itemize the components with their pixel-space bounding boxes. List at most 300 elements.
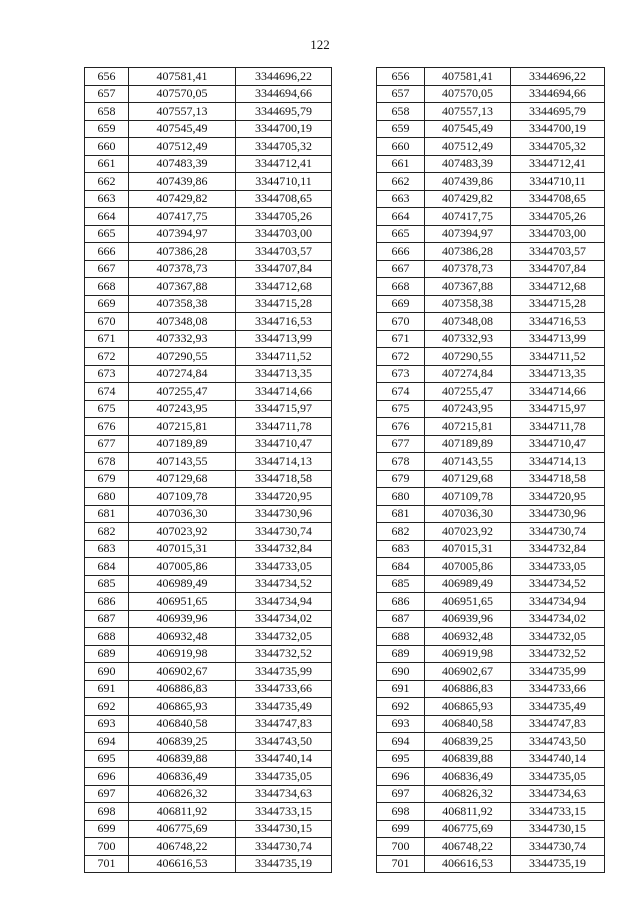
table-row xyxy=(377,208,605,226)
y-coordinate-cell: 3344735,05 xyxy=(236,768,332,786)
table-row xyxy=(85,558,332,576)
x-coordinate-cell: 407439,86 xyxy=(425,173,511,191)
x-coordinate-cell: 407378,73 xyxy=(425,260,511,278)
x-coordinate-cell: 407483,39 xyxy=(129,155,236,173)
table-row xyxy=(85,313,332,331)
point-number-cell: 667 xyxy=(85,260,129,278)
x-coordinate-cell: 406616,53 xyxy=(129,855,236,873)
table-row xyxy=(377,855,605,873)
x-coordinate-cell: 406616,53 xyxy=(425,855,511,873)
table-row xyxy=(377,68,605,86)
y-coordinate-cell: 3344711,78 xyxy=(236,418,332,436)
point-number-cell: 664 xyxy=(377,208,425,226)
x-coordinate-cell: 407215,81 xyxy=(425,418,511,436)
point-number-cell: 663 xyxy=(85,190,129,208)
point-number-cell: 687 xyxy=(377,610,425,628)
y-coordinate-cell: 3344716,53 xyxy=(236,313,332,331)
x-coordinate-cell: 406902,67 xyxy=(129,663,236,681)
table-row xyxy=(377,838,605,856)
x-coordinate-cell: 407570,05 xyxy=(425,85,511,103)
x-coordinate-cell: 406836,49 xyxy=(425,768,511,786)
y-coordinate-cell: 3344705,26 xyxy=(511,208,605,226)
y-coordinate-cell: 3344735,19 xyxy=(511,855,605,873)
table-row xyxy=(85,278,332,296)
point-number-cell: 691 xyxy=(377,680,425,698)
table-row xyxy=(377,663,605,681)
y-coordinate-cell: 3344711,52 xyxy=(236,348,332,366)
point-number-cell: 680 xyxy=(377,488,425,506)
point-number-cell: 683 xyxy=(85,540,129,558)
point-number-cell: 690 xyxy=(85,663,129,681)
point-number-cell: 673 xyxy=(377,365,425,383)
y-coordinate-cell: 3344707,84 xyxy=(511,260,605,278)
x-coordinate-cell: 406919,98 xyxy=(129,645,236,663)
point-number-cell: 675 xyxy=(85,400,129,418)
x-coordinate-cell: 407570,05 xyxy=(129,85,236,103)
y-coordinate-cell: 3344694,66 xyxy=(511,85,605,103)
table-row xyxy=(377,365,605,383)
point-number-cell: 676 xyxy=(377,418,425,436)
y-coordinate-cell: 3344733,15 xyxy=(511,803,605,821)
point-number-cell: 671 xyxy=(85,330,129,348)
table-row xyxy=(85,453,332,471)
y-coordinate-cell: 3344730,74 xyxy=(236,523,332,541)
table-row xyxy=(377,330,605,348)
y-coordinate-cell: 3344715,28 xyxy=(511,295,605,313)
point-number-cell: 674 xyxy=(377,383,425,401)
y-coordinate-cell: 3344705,26 xyxy=(236,208,332,226)
table-row xyxy=(377,505,605,523)
x-coordinate-cell: 407429,82 xyxy=(425,190,511,208)
x-coordinate-cell: 407129,68 xyxy=(425,470,511,488)
table-row xyxy=(377,173,605,191)
point-number-cell: 669 xyxy=(85,295,129,313)
y-coordinate-cell: 3344732,05 xyxy=(511,628,605,646)
point-number-cell: 677 xyxy=(85,435,129,453)
table-row xyxy=(85,768,332,786)
x-coordinate-cell: 407109,78 xyxy=(129,488,236,506)
point-number-cell: 662 xyxy=(377,173,425,191)
y-coordinate-cell: 3344732,84 xyxy=(511,540,605,558)
point-number-cell: 679 xyxy=(85,470,129,488)
table-row xyxy=(377,383,605,401)
point-number-cell: 689 xyxy=(377,645,425,663)
y-coordinate-cell: 3344747,83 xyxy=(236,715,332,733)
x-coordinate-cell: 406951,65 xyxy=(425,593,511,611)
y-coordinate-cell: 3344732,05 xyxy=(236,628,332,646)
x-coordinate-cell: 407439,86 xyxy=(129,173,236,191)
table-row xyxy=(377,575,605,593)
x-coordinate-cell: 407386,28 xyxy=(425,243,511,261)
point-number-cell: 682 xyxy=(377,523,425,541)
y-coordinate-cell: 3344696,22 xyxy=(511,68,605,86)
x-coordinate-cell: 406826,32 xyxy=(129,785,236,803)
table-row xyxy=(85,593,332,611)
table-row xyxy=(85,488,332,506)
x-coordinate-cell: 407189,89 xyxy=(129,435,236,453)
y-coordinate-cell: 3344710,47 xyxy=(236,435,332,453)
table-row xyxy=(85,243,332,261)
y-coordinate-cell: 3344734,02 xyxy=(236,610,332,628)
x-coordinate-cell: 406775,69 xyxy=(129,820,236,838)
y-coordinate-cell: 3344733,05 xyxy=(236,558,332,576)
point-number-cell: 698 xyxy=(377,803,425,821)
y-coordinate-cell: 3344730,74 xyxy=(236,838,332,856)
x-coordinate-cell: 407332,93 xyxy=(425,330,511,348)
point-number-cell: 661 xyxy=(85,155,129,173)
point-number-cell: 659 xyxy=(85,120,129,138)
y-coordinate-cell: 3344730,74 xyxy=(511,523,605,541)
point-number-cell: 661 xyxy=(377,155,425,173)
x-coordinate-cell: 406989,49 xyxy=(129,575,236,593)
point-number-cell: 696 xyxy=(377,768,425,786)
point-number-cell: 697 xyxy=(85,785,129,803)
y-coordinate-cell: 3344714,13 xyxy=(236,453,332,471)
table-row xyxy=(377,785,605,803)
table-row xyxy=(377,190,605,208)
y-coordinate-cell: 3344743,50 xyxy=(236,733,332,751)
y-coordinate-cell: 3344708,65 xyxy=(236,190,332,208)
table-row xyxy=(377,243,605,261)
point-number-cell: 672 xyxy=(85,348,129,366)
point-number-cell: 669 xyxy=(377,295,425,313)
table-row xyxy=(85,715,332,733)
x-coordinate-cell: 407512,49 xyxy=(129,138,236,156)
point-number-cell: 670 xyxy=(377,313,425,331)
table-row xyxy=(85,855,332,873)
y-coordinate-cell: 3344733,15 xyxy=(236,803,332,821)
point-number-cell: 658 xyxy=(377,103,425,121)
y-coordinate-cell: 3344715,97 xyxy=(511,400,605,418)
y-coordinate-cell: 3344710,11 xyxy=(236,173,332,191)
point-number-cell: 693 xyxy=(85,715,129,733)
table-row xyxy=(85,295,332,313)
x-coordinate-cell: 407348,08 xyxy=(425,313,511,331)
table-row xyxy=(377,138,605,156)
x-coordinate-cell: 407367,88 xyxy=(129,278,236,296)
x-coordinate-cell: 407015,31 xyxy=(129,540,236,558)
point-number-cell: 699 xyxy=(85,820,129,838)
y-coordinate-cell: 3344707,84 xyxy=(236,260,332,278)
x-coordinate-cell: 407394,97 xyxy=(425,225,511,243)
x-coordinate-cell: 406886,83 xyxy=(129,680,236,698)
y-coordinate-cell: 3344718,58 xyxy=(511,470,605,488)
point-number-cell: 701 xyxy=(377,855,425,873)
table-row xyxy=(85,663,332,681)
table-row xyxy=(377,523,605,541)
y-coordinate-cell: 3344734,63 xyxy=(511,785,605,803)
y-coordinate-cell: 3344730,15 xyxy=(511,820,605,838)
x-coordinate-cell: 406865,93 xyxy=(425,698,511,716)
point-number-cell: 666 xyxy=(85,243,129,261)
x-coordinate-cell: 407417,75 xyxy=(425,208,511,226)
table-row xyxy=(85,628,332,646)
y-coordinate-cell: 3344713,35 xyxy=(236,365,332,383)
y-coordinate-cell: 3344715,97 xyxy=(236,400,332,418)
x-coordinate-cell: 407274,84 xyxy=(129,365,236,383)
table-row xyxy=(85,505,332,523)
y-coordinate-cell: 3344696,22 xyxy=(236,68,332,86)
x-coordinate-cell: 407036,30 xyxy=(129,505,236,523)
y-coordinate-cell: 3344695,79 xyxy=(236,103,332,121)
table-row xyxy=(377,488,605,506)
table-row xyxy=(377,750,605,768)
y-coordinate-cell: 3344714,13 xyxy=(511,453,605,471)
table-row xyxy=(377,85,605,103)
table-row xyxy=(377,645,605,663)
x-coordinate-cell: 407367,88 xyxy=(425,278,511,296)
table-row xyxy=(377,540,605,558)
x-coordinate-cell: 407255,47 xyxy=(129,383,236,401)
table-row xyxy=(85,838,332,856)
x-coordinate-cell: 407394,97 xyxy=(129,225,236,243)
point-number-cell: 670 xyxy=(85,313,129,331)
y-coordinate-cell: 3344718,58 xyxy=(236,470,332,488)
y-coordinate-cell: 3344730,96 xyxy=(236,505,332,523)
point-number-cell: 664 xyxy=(85,208,129,226)
table-row xyxy=(85,820,332,838)
y-coordinate-cell: 3344695,79 xyxy=(511,103,605,121)
x-coordinate-cell: 406932,48 xyxy=(425,628,511,646)
point-number-cell: 686 xyxy=(85,593,129,611)
y-coordinate-cell: 3344730,74 xyxy=(511,838,605,856)
point-number-cell: 662 xyxy=(85,173,129,191)
x-coordinate-cell: 407581,41 xyxy=(129,68,236,86)
point-number-cell: 695 xyxy=(377,750,425,768)
point-number-cell: 683 xyxy=(377,540,425,558)
y-coordinate-cell: 3344708,65 xyxy=(511,190,605,208)
y-coordinate-cell: 3344712,41 xyxy=(511,155,605,173)
point-number-cell: 668 xyxy=(377,278,425,296)
y-coordinate-cell: 3344713,99 xyxy=(511,330,605,348)
y-coordinate-cell: 3344734,94 xyxy=(511,593,605,611)
x-coordinate-cell: 407290,55 xyxy=(129,348,236,366)
x-coordinate-cell: 407512,49 xyxy=(425,138,511,156)
point-number-cell: 689 xyxy=(85,645,129,663)
x-coordinate-cell: 407109,78 xyxy=(425,488,511,506)
point-number-cell: 663 xyxy=(377,190,425,208)
table-row xyxy=(377,260,605,278)
x-coordinate-cell: 406836,49 xyxy=(129,768,236,786)
table-row xyxy=(85,138,332,156)
table-row xyxy=(85,348,332,366)
y-coordinate-cell: 3344710,11 xyxy=(511,173,605,191)
y-coordinate-cell: 3344735,49 xyxy=(236,698,332,716)
y-coordinate-cell: 3344730,96 xyxy=(511,505,605,523)
table-row xyxy=(85,645,332,663)
x-coordinate-cell: 407557,13 xyxy=(129,103,236,121)
x-coordinate-cell: 407215,81 xyxy=(129,418,236,436)
y-coordinate-cell: 3344732,52 xyxy=(511,645,605,663)
x-coordinate-cell: 406939,96 xyxy=(425,610,511,628)
point-number-cell: 699 xyxy=(377,820,425,838)
point-number-cell: 688 xyxy=(85,628,129,646)
table-row xyxy=(85,103,332,121)
table-row xyxy=(377,278,605,296)
x-coordinate-cell: 407386,28 xyxy=(129,243,236,261)
y-coordinate-cell: 3344714,66 xyxy=(236,383,332,401)
x-coordinate-cell: 407581,41 xyxy=(425,68,511,86)
table-row xyxy=(85,173,332,191)
x-coordinate-cell: 407332,93 xyxy=(129,330,236,348)
y-coordinate-cell: 3344700,19 xyxy=(236,120,332,138)
coordinates-table-left xyxy=(84,67,332,873)
point-number-cell: 676 xyxy=(85,418,129,436)
point-number-cell: 680 xyxy=(85,488,129,506)
table-row xyxy=(85,330,332,348)
x-coordinate-cell: 407429,82 xyxy=(129,190,236,208)
y-coordinate-cell: 3344705,32 xyxy=(511,138,605,156)
table-row xyxy=(85,470,332,488)
x-coordinate-cell: 407274,84 xyxy=(425,365,511,383)
y-coordinate-cell: 3344694,66 xyxy=(236,85,332,103)
x-coordinate-cell: 407358,38 xyxy=(425,295,511,313)
coordinates-table-right xyxy=(376,67,605,873)
x-coordinate-cell: 406989,49 xyxy=(425,575,511,593)
point-number-cell: 694 xyxy=(377,733,425,751)
point-number-cell: 678 xyxy=(377,453,425,471)
table-row xyxy=(85,260,332,278)
point-number-cell: 686 xyxy=(377,593,425,611)
y-coordinate-cell: 3344743,50 xyxy=(511,733,605,751)
x-coordinate-cell: 407290,55 xyxy=(425,348,511,366)
table-row xyxy=(377,348,605,366)
y-coordinate-cell: 3344732,52 xyxy=(236,645,332,663)
point-number-cell: 685 xyxy=(85,575,129,593)
x-coordinate-cell: 406748,22 xyxy=(129,838,236,856)
table-row xyxy=(377,803,605,821)
table-row xyxy=(377,698,605,716)
x-coordinate-cell: 407189,89 xyxy=(425,435,511,453)
y-coordinate-cell: 3344734,52 xyxy=(511,575,605,593)
table-row xyxy=(85,610,332,628)
y-coordinate-cell: 3344710,47 xyxy=(511,435,605,453)
point-number-cell: 672 xyxy=(377,348,425,366)
table-row xyxy=(377,225,605,243)
point-number-cell: 690 xyxy=(377,663,425,681)
table-row xyxy=(377,313,605,331)
table-row xyxy=(85,383,332,401)
point-number-cell: 684 xyxy=(85,558,129,576)
y-coordinate-cell: 3344735,99 xyxy=(236,663,332,681)
table-row xyxy=(85,208,332,226)
table-row xyxy=(85,733,332,751)
y-coordinate-cell: 3344735,05 xyxy=(511,768,605,786)
y-coordinate-cell: 3344714,66 xyxy=(511,383,605,401)
point-number-cell: 700 xyxy=(85,838,129,856)
y-coordinate-cell: 3344720,95 xyxy=(236,488,332,506)
x-coordinate-cell: 407015,31 xyxy=(425,540,511,558)
y-coordinate-cell: 3344740,14 xyxy=(511,750,605,768)
y-coordinate-cell: 3344703,57 xyxy=(511,243,605,261)
x-coordinate-cell: 406840,58 xyxy=(425,715,511,733)
table-row xyxy=(377,593,605,611)
point-number-cell: 675 xyxy=(377,400,425,418)
table-row xyxy=(377,715,605,733)
point-number-cell: 667 xyxy=(377,260,425,278)
table-row xyxy=(85,785,332,803)
x-coordinate-cell: 406748,22 xyxy=(425,838,511,856)
table-row xyxy=(377,733,605,751)
table-row xyxy=(377,610,605,628)
y-coordinate-cell: 3344734,52 xyxy=(236,575,332,593)
y-coordinate-cell: 3344700,19 xyxy=(511,120,605,138)
y-coordinate-cell: 3344735,19 xyxy=(236,855,332,873)
y-coordinate-cell: 3344747,83 xyxy=(511,715,605,733)
point-number-cell: 698 xyxy=(85,803,129,821)
point-number-cell: 665 xyxy=(377,225,425,243)
table-row xyxy=(377,680,605,698)
y-coordinate-cell: 3344720,95 xyxy=(511,488,605,506)
y-coordinate-cell: 3344711,52 xyxy=(511,348,605,366)
point-number-cell: 668 xyxy=(85,278,129,296)
table-row xyxy=(377,155,605,173)
y-coordinate-cell: 3344712,68 xyxy=(236,278,332,296)
x-coordinate-cell: 407348,08 xyxy=(129,313,236,331)
y-coordinate-cell: 3344732,84 xyxy=(236,540,332,558)
point-number-cell: 674 xyxy=(85,383,129,401)
table-row xyxy=(377,768,605,786)
y-coordinate-cell: 3344703,00 xyxy=(236,225,332,243)
x-coordinate-cell: 407417,75 xyxy=(129,208,236,226)
y-coordinate-cell: 3344734,02 xyxy=(511,610,605,628)
x-coordinate-cell: 406839,88 xyxy=(129,750,236,768)
x-coordinate-cell: 406839,88 xyxy=(425,750,511,768)
x-coordinate-cell: 407143,55 xyxy=(425,453,511,471)
point-number-cell: 656 xyxy=(377,68,425,86)
x-coordinate-cell: 407557,13 xyxy=(425,103,511,121)
x-coordinate-cell: 407023,92 xyxy=(129,523,236,541)
x-coordinate-cell: 406865,93 xyxy=(129,698,236,716)
table-row xyxy=(85,225,332,243)
point-number-cell: 695 xyxy=(85,750,129,768)
x-coordinate-cell: 407005,86 xyxy=(425,558,511,576)
x-coordinate-cell: 407545,49 xyxy=(425,120,511,138)
table-row xyxy=(377,470,605,488)
table-row xyxy=(85,523,332,541)
point-number-cell: 701 xyxy=(85,855,129,873)
y-coordinate-cell: 3344712,41 xyxy=(236,155,332,173)
table-row xyxy=(85,575,332,593)
x-coordinate-cell: 406811,92 xyxy=(129,803,236,821)
table-row xyxy=(377,120,605,138)
point-number-cell: 659 xyxy=(377,120,425,138)
x-coordinate-cell: 406839,25 xyxy=(425,733,511,751)
point-number-cell: 693 xyxy=(377,715,425,733)
point-number-cell: 688 xyxy=(377,628,425,646)
table-row xyxy=(377,558,605,576)
table-row xyxy=(85,85,332,103)
point-number-cell: 665 xyxy=(85,225,129,243)
table-row xyxy=(85,400,332,418)
x-coordinate-cell: 406919,98 xyxy=(425,645,511,663)
y-coordinate-cell: 3344716,53 xyxy=(511,313,605,331)
y-coordinate-cell: 3344733,05 xyxy=(511,558,605,576)
table-row xyxy=(377,628,605,646)
point-number-cell: 657 xyxy=(377,85,425,103)
x-coordinate-cell: 407023,92 xyxy=(425,523,511,541)
y-coordinate-cell: 3344734,94 xyxy=(236,593,332,611)
x-coordinate-cell: 406932,48 xyxy=(129,628,236,646)
y-coordinate-cell: 3344735,49 xyxy=(511,698,605,716)
x-coordinate-cell: 406886,83 xyxy=(425,680,511,698)
point-number-cell: 679 xyxy=(377,470,425,488)
point-number-cell: 657 xyxy=(85,85,129,103)
x-coordinate-cell: 407483,39 xyxy=(425,155,511,173)
point-number-cell: 658 xyxy=(85,103,129,121)
y-coordinate-cell: 3344730,15 xyxy=(236,820,332,838)
point-number-cell: 692 xyxy=(85,698,129,716)
